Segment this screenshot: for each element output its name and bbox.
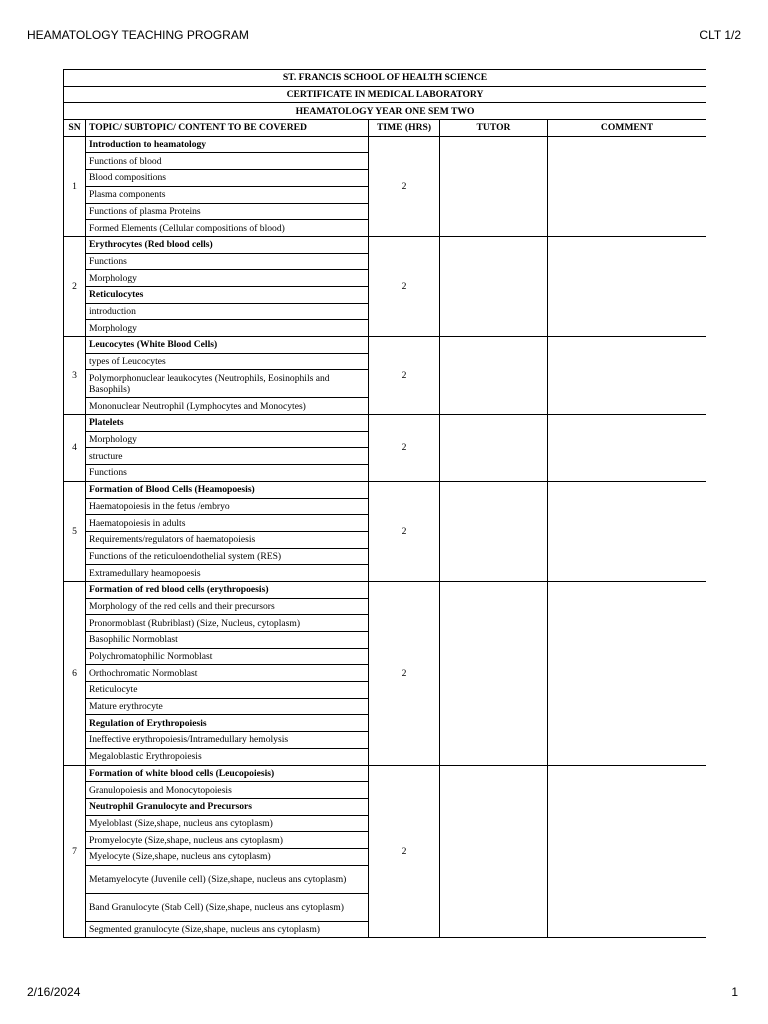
topic-heading: Formation of white blood cells (Leucopoiesis) bbox=[86, 765, 369, 782]
subtopic-item: Morphology bbox=[86, 270, 369, 287]
subtopic-item: types of Leucocytes bbox=[86, 353, 369, 370]
page-header-code: CLT 1/2 bbox=[699, 28, 741, 42]
comment-cell bbox=[548, 236, 707, 336]
footer-page-number: 1 bbox=[731, 985, 738, 999]
topic-heading: Formation of red blood cells (erythropoesis) bbox=[86, 581, 369, 598]
column-header-sn: SN bbox=[64, 120, 86, 137]
section-number: 5 bbox=[64, 481, 86, 581]
section-number: 4 bbox=[64, 415, 86, 482]
subtopic-item: Functions bbox=[86, 253, 369, 270]
time-hours: 2 bbox=[369, 765, 440, 938]
subtopic-item: Plasma components bbox=[86, 186, 369, 203]
column-header-comment: COMMENT bbox=[548, 120, 707, 137]
subtopic-item: Formed Elements (Cellular compositions of blood) bbox=[86, 220, 369, 237]
tutor-cell bbox=[440, 581, 548, 765]
title-row-program bbox=[64, 86, 707, 103]
section-number: 7 bbox=[64, 765, 86, 938]
section-number: 3 bbox=[64, 337, 86, 415]
comment-cell bbox=[548, 765, 707, 938]
topic-heading: Erythrocytes (Red blood cells) bbox=[86, 236, 369, 253]
page-header-title: HEAMATOLOGY TEACHING PROGRAM bbox=[27, 28, 249, 42]
table-row bbox=[64, 765, 707, 782]
subtopic-item: Morphology of the red cells and their precursors bbox=[86, 598, 369, 615]
topic-heading: Platelets bbox=[86, 415, 369, 432]
table-row bbox=[64, 337, 707, 354]
tutor-cell bbox=[440, 337, 548, 415]
time-hours: 2 bbox=[369, 581, 440, 765]
title-row-course bbox=[64, 103, 707, 120]
comment-cell bbox=[548, 337, 707, 415]
comment-cell bbox=[548, 581, 707, 765]
section-number: 1 bbox=[64, 136, 86, 236]
column-header-time: TIME (HRS) bbox=[369, 120, 440, 137]
subtopic-item: Mature erythrocyte bbox=[86, 698, 369, 715]
subtopic-item: Megaloblastic Erythropoiesis bbox=[86, 748, 369, 765]
subtopic-item: Morphology bbox=[86, 320, 369, 337]
school-name: ST. FRANCIS SCHOOL OF HEALTH SCIENCE bbox=[64, 70, 707, 87]
topic-heading: Leucocytes (White Blood Cells) bbox=[86, 337, 369, 354]
subtopic-item: introduction bbox=[86, 303, 369, 320]
subtopic-item: Myelocyte (Size,shape, nucleus ans cytoplasm) bbox=[86, 848, 369, 865]
topic-heading: Formation of Blood Cells (Heamopoesis) bbox=[86, 481, 369, 498]
subtopic-item: Pronormoblast (Rubriblast) (Size, Nucleus, cytoplasm) bbox=[86, 615, 369, 632]
subtopic-item: Haematopoiesis in the fetus /embryo bbox=[86, 498, 369, 515]
time-hours: 2 bbox=[369, 415, 440, 482]
subtopic-item: Haematopoiesis in adults bbox=[86, 515, 369, 532]
subtopic-item: Promyelocyte (Size,shape, nucleus ans cytoplasm) bbox=[86, 832, 369, 849]
subtopic-item: Ineffective erythropoiesis/Intramedullary hemolysis bbox=[86, 732, 369, 749]
subtopic-item: Myeloblast (Size,shape, nucleus ans cytoplasm) bbox=[86, 815, 369, 832]
table-row bbox=[64, 415, 707, 432]
table-row bbox=[64, 481, 707, 498]
comment-cell bbox=[548, 136, 707, 236]
comment-cell bbox=[548, 415, 707, 482]
subtopic-item: Basophilic Normoblast bbox=[86, 632, 369, 649]
section-number: 2 bbox=[64, 236, 86, 336]
table-row bbox=[64, 136, 707, 153]
subtopic-item: Polychromatophilic Normoblast bbox=[86, 648, 369, 665]
subtopic-item: Functions of blood bbox=[86, 153, 369, 170]
time-hours: 2 bbox=[369, 236, 440, 336]
subtopic-item: Orthochromatic Normoblast bbox=[86, 665, 369, 682]
topic-heading: Neutrophil Granulocyte and Precursors bbox=[86, 798, 369, 815]
time-hours: 2 bbox=[369, 337, 440, 415]
table-row bbox=[64, 581, 707, 598]
tutor-cell bbox=[440, 481, 548, 581]
topic-heading: Introduction to heamatology bbox=[86, 136, 369, 153]
subtopic-item: Functions bbox=[86, 465, 369, 482]
subtopic-item: structure bbox=[86, 448, 369, 465]
tutor-cell bbox=[440, 236, 548, 336]
subtopic-item: Mononuclear Neutrophil (Lymphocytes and Monocytes) bbox=[86, 398, 369, 415]
footer-date: 2/16/2024 bbox=[27, 985, 81, 999]
tutor-cell bbox=[440, 136, 548, 236]
table-row bbox=[64, 236, 707, 253]
subtopic-item: Segmented granulocyte (Size,shape, nucleus ans cytoplasm) bbox=[86, 921, 369, 938]
time-hours: 2 bbox=[369, 481, 440, 581]
column-header-tutor: TUTOR bbox=[440, 120, 548, 137]
subtopic-item: Blood compositions bbox=[86, 170, 369, 187]
topic-heading: Regulation of Erythropoiesis bbox=[86, 715, 369, 732]
program-name: CERTIFICATE IN MEDICAL LABORATORY bbox=[64, 86, 707, 103]
topic-heading: Reticulocytes bbox=[86, 286, 369, 303]
subtopic-item: Extramedullary heamopoesis bbox=[86, 565, 369, 582]
subtopic-item: Morphology bbox=[86, 431, 369, 448]
section-number: 6 bbox=[64, 581, 86, 765]
subtopic-item: Granulopoiesis and Monocytopoiesis bbox=[86, 782, 369, 799]
course-name: HEAMATOLOGY YEAR ONE SEM TWO bbox=[64, 103, 707, 120]
column-header-row bbox=[64, 120, 707, 137]
tutor-cell bbox=[440, 415, 548, 482]
subtopic-item: Functions of the reticuloendothelial system (RES) bbox=[86, 548, 369, 565]
subtopic-item: Requirements/regulators of haematopoiesis bbox=[86, 531, 369, 548]
subtopic-item: Band Granulocyte (Stab Cell) (Size,shape, nucleus ans cytoplasm) bbox=[86, 893, 369, 921]
subtopic-item: Polymorphonuclear leaukocytes (Neutrophils, Eosinophils and Basophils) bbox=[86, 370, 369, 398]
subtopic-item: Metamyelocyte (Juvenile cell) (Size,shape, nucleus ans cytoplasm) bbox=[86, 865, 369, 893]
subtopic-item: Functions of plasma Proteins bbox=[86, 203, 369, 220]
title-row-school bbox=[64, 70, 707, 87]
column-header-topic: TOPIC/ SUBTOPIC/ CONTENT TO BE COVERED bbox=[86, 120, 369, 137]
time-hours: 2 bbox=[369, 136, 440, 236]
comment-cell bbox=[548, 481, 707, 581]
subtopic-item: Reticulocyte bbox=[86, 682, 369, 699]
curriculum-sheet bbox=[63, 69, 706, 948]
curriculum-table bbox=[63, 69, 706, 938]
tutor-cell bbox=[440, 765, 548, 938]
